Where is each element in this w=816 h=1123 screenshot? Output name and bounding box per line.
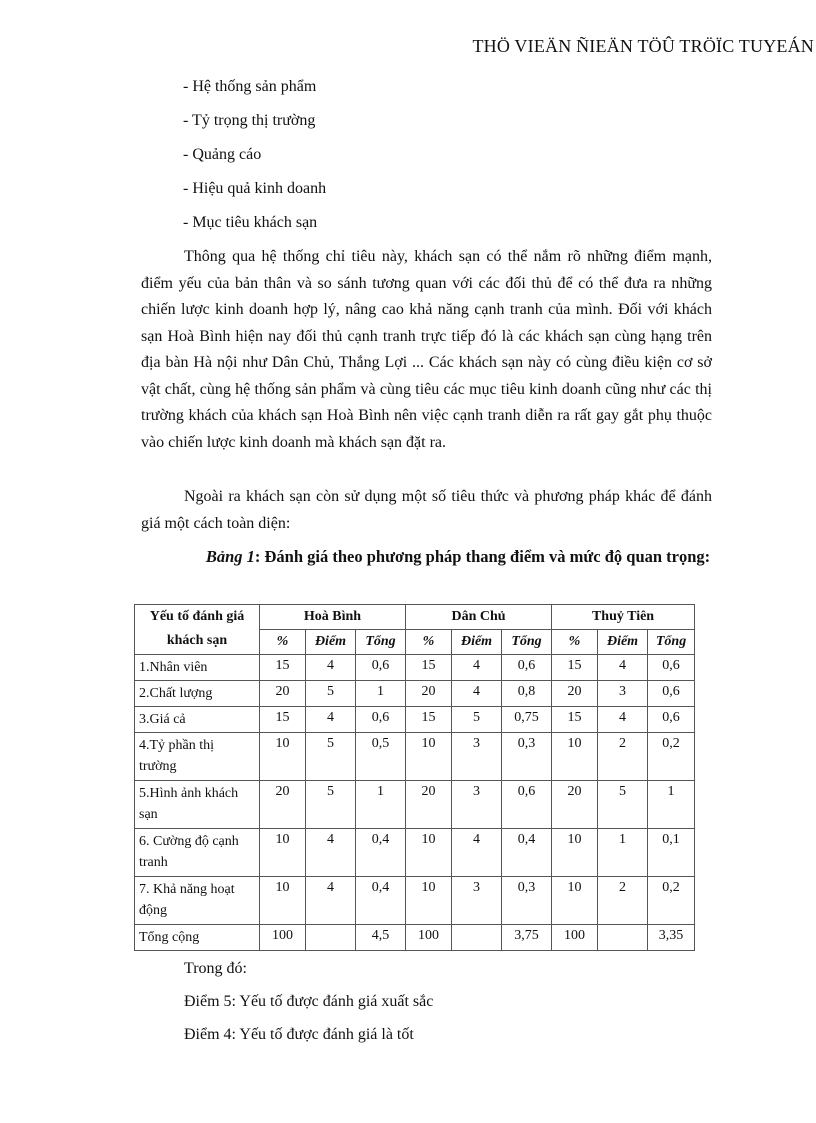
value-cell: 20 [260,781,306,829]
value-cell: 4,5 [356,925,406,951]
list-item: - Mục tiêu khách sạn [183,214,318,231]
group-header: Hoà Bình [260,605,406,630]
value-cell: 2 [598,733,648,781]
column-header: Tổng [648,630,695,655]
list-item: - Hiệu quả kinh doanh [183,180,327,197]
table-caption-label: Bảng 1 [205,547,255,566]
value-cell: 100 [552,925,598,951]
evaluation-table [134,604,695,951]
value-cell: 20 [552,781,598,829]
value-cell: 15 [260,707,306,733]
value-cell: 0,6 [502,655,552,681]
value-cell: 2 [598,877,648,925]
value-cell: 15 [260,655,306,681]
table-body [135,655,695,951]
table-row [135,925,695,951]
value-cell: 1 [356,781,406,829]
value-cell: 1 [648,781,695,829]
value-cell: 1 [598,829,648,877]
value-cell: 10 [260,733,306,781]
list-item: - Hệ thống sản phẩm [183,78,317,95]
value-cell: 20 [260,681,306,707]
value-cell: 3,75 [502,925,552,951]
value-cell: 5 [598,781,648,829]
column-header: % [260,630,306,655]
value-cell [598,925,648,951]
table-row [135,681,695,707]
table-row [135,733,695,781]
value-cell: 4 [306,829,356,877]
value-cell: 10 [552,877,598,925]
list-item: Trong đó: [184,960,247,977]
list-item: Điểm 4: Yếu tố được đánh giá là tốt [184,1026,414,1043]
column-header: % [406,630,452,655]
value-cell [306,925,356,951]
factor-cell: 2.Chất lượng [135,681,260,707]
column-header: Tổng [502,630,552,655]
value-cell: 0,6 [648,655,695,681]
value-cell: 3 [598,681,648,707]
factor-cell: 5.Hình ảnh khách sạn [135,781,260,829]
paragraph: Ngoài ra khách sạn còn sử dụng một số tiêu thức và phương pháp khác để đánh giá một cách toàn diện: [141,488,712,532]
value-cell: 4 [598,707,648,733]
notes-list [184,958,433,1057]
table-row [135,829,695,877]
column-header: Điểm [452,630,502,655]
value-cell: 100 [406,925,452,951]
value-cell: 15 [406,655,452,681]
factor-cell: 1.Nhân viên [135,655,260,681]
column-header: Điểm [598,630,648,655]
value-cell: 0,5 [356,733,406,781]
value-cell: 3,35 [648,925,695,951]
factor-cell: 7. Khả năng hoạt động [135,877,260,925]
value-cell: 15 [406,707,452,733]
value-cell: 10 [552,733,598,781]
column-header: Tổng [356,630,406,655]
group-header: Dân Chủ [406,605,552,630]
value-cell: 3 [452,781,502,829]
value-cell: 5 [306,681,356,707]
value-cell: 0,75 [502,707,552,733]
group-header: Thuỷ Tiên [552,605,695,630]
value-cell: 5 [306,781,356,829]
paragraph: Thông qua hệ thống chỉ tiêu này, khách sạn có thể nắm rõ những điểm mạnh, điểm yếu của bản thân và so sánh tương quan với các đối thủ để có thể đưa ra những chiến lược kinh doanh hợp lý, nâng cao khả năng cạnh tranh của mình. Đối với khách sạn Hoà Bình hiện nay đối thủ cạnh tranh trực tiếp đó là các khách sạn cùng hạng trên địa bàn Hà nội như Dân Chủ, Thắng Lợi ... Các khách sạn này có cùng điều kiện cơ sở vật chất, cùng hệ thống sản phẩm và cùng tiêu các mục tiêu kinh doanh cũng như các thị trường khách của khách sạn Hoà Bình nên việc cạnh tranh diễn ra rất gay gắt phụ thuộc vào chiến lược kinh doanh mà khách sạn đặt ra. [141,248,712,451]
value-cell: 0,1 [648,829,695,877]
value-cell: 0,6 [356,655,406,681]
value-cell: 4 [452,655,502,681]
value-cell: 0,3 [502,733,552,781]
value-cell: 0,2 [648,733,695,781]
page-header: THÖ VIEÄN ÑIEÄN TÖÛ TRÖÏC TUYEÁN [472,36,814,56]
table-caption-text: : Đánh giá theo phương pháp thang điểm và mức độ quan trọng: [254,547,711,566]
value-cell: 15 [552,707,598,733]
value-cell: 10 [260,877,306,925]
value-cell: 4 [306,707,356,733]
table-row [135,655,695,681]
table-row [135,877,695,925]
value-cell: 0,4 [356,829,406,877]
table-caption [198,543,718,570]
value-cell: 0,4 [502,829,552,877]
value-cell: 10 [406,829,452,877]
table-row [135,781,695,829]
factor-cell: 3.Giá cả [135,707,260,733]
value-cell: 20 [552,681,598,707]
table-row [135,707,695,733]
value-cell: 10 [260,829,306,877]
value-cell [452,925,502,951]
value-cell: 100 [260,925,306,951]
value-cell: 3 [452,877,502,925]
value-cell: 10 [406,733,452,781]
value-cell: 0,2 [648,877,695,925]
list-item: - Quảng cáo [183,146,262,163]
value-cell: 15 [552,655,598,681]
value-cell: 0,6 [648,707,695,733]
column-header: Điểm [306,630,356,655]
list-item: - Tỷ trọng thị trường [183,112,316,129]
value-cell: 4 [452,681,502,707]
value-cell: 0,3 [502,877,552,925]
value-cell: 0,8 [502,681,552,707]
factor-header: Yếu tố đánh giá khách sạn [135,605,260,655]
list-item: Điểm 5: Yếu tố được đánh giá xuất sắc [184,993,434,1010]
value-cell: 10 [552,829,598,877]
value-cell: 4 [306,655,356,681]
value-cell: 0,6 [502,781,552,829]
value-cell: 20 [406,681,452,707]
value-cell: 0,6 [356,707,406,733]
factor-cell: 6. Cường độ cạnh tranh [135,829,260,877]
factor-cell: Tổng cộng [135,925,260,951]
value-cell: 3 [452,733,502,781]
criteria-list [183,76,326,246]
value-cell: 0,4 [356,877,406,925]
value-cell: 10 [406,877,452,925]
column-header: % [552,630,598,655]
value-cell: 0,6 [648,681,695,707]
factor-cell: 4.Tỷ phần thị trường [135,733,260,781]
value-cell: 20 [406,781,452,829]
value-cell: 1 [356,681,406,707]
value-cell: 4 [452,829,502,877]
value-cell: 4 [598,655,648,681]
value-cell: 4 [306,877,356,925]
value-cell: 5 [306,733,356,781]
value-cell: 5 [452,707,502,733]
